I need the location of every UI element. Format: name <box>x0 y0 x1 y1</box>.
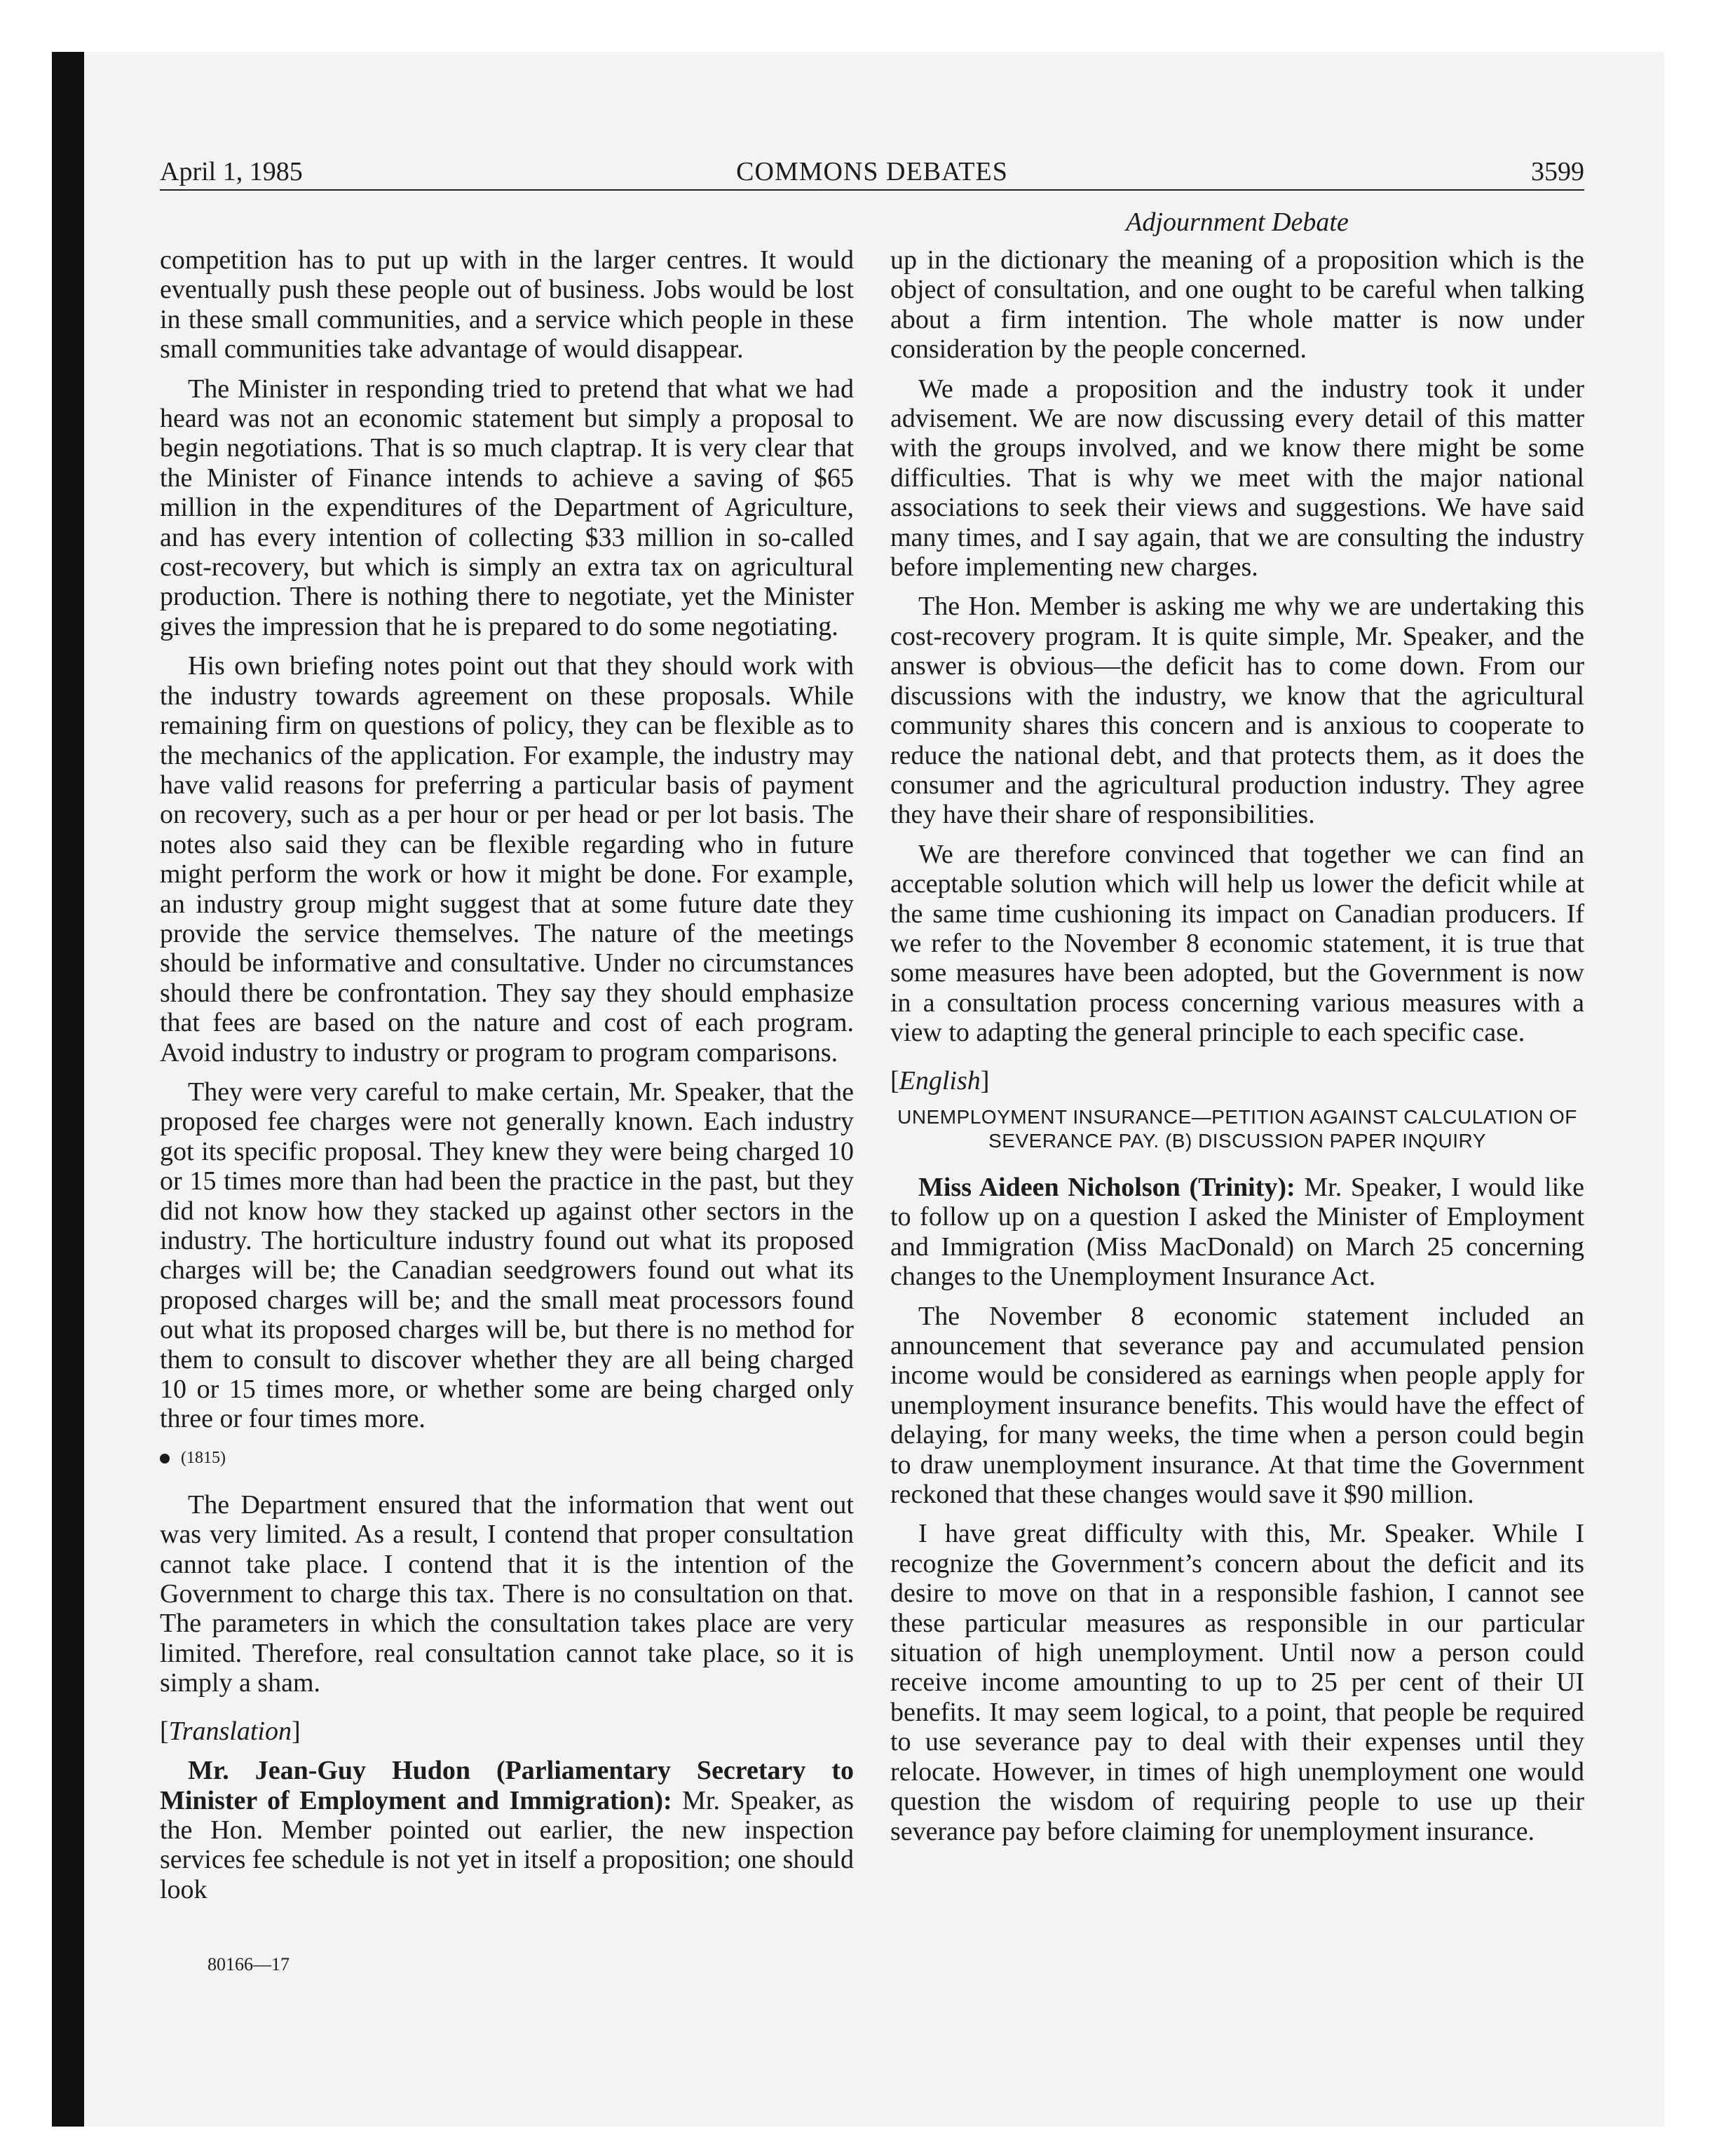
debate-heading: UNEMPLOYMENT INSURANCE—PETITION AGAINST CALCULATION OF SEVERANCE PAY. (B) DISCUSSION PAPER INQUIRY <box>897 1105 1577 1152</box>
header-rule <box>160 189 1584 191</box>
paragraph: The November 8 economic statement included an announcement that severance pay and accumulated pension income would be considered as earnings when people apply for unemployment insurance benefits. This would have the effect of delaying, for many weeks, the time when a person could begin to draw unemployment insurance. At that time the Government reckoned that these changes would save it $90 million. <box>890 1301 1584 1510</box>
paragraph: The Minister in responding tried to pretend that what we had heard was not an economic statement but simply a proposal to begin negotiations. That is so much claptrap. It is very clear that the Minister of Finance intends to achieve a saving of $65 million in the expenditures of the Department of Agriculture, and has every intention of collecting $33 million in so-called cost-recovery, but which is simply an extra tax on agricultural production. There is nothing there to negotiate, yet the Minister gives the impression that he is prepared to do some negotiating. <box>160 374 854 641</box>
speaker-name: Mr. Jean-Guy Hudon (Parliamentary Secretary to Minister of Employment and Immigration): <box>160 1756 854 1815</box>
paragraph: His own briefing notes point out that they should work with the industry towards agreement on these proposals. While remaining firm on questions of policy, they can be flexible as to the mechanics of the application. For example, the industry may have valid reasons for preferring a particular basis of payment on recovery, such as a per hour or per head or per lot basis. The notes also said they can be flexible regarding who in future might perform the work or how it might be done. For example, an industry group might suggest that at some future date they provide the service themselves. The nature of the meetings should be informative and consultative. Under no circumstances should there be confrontation. They say they should emphasize that fees are based on the nature and cost of each program. Avoid industry to industry or program to program comparisons. <box>160 651 854 1067</box>
running-header <box>160 154 1584 189</box>
paragraph: The Department ensured that the information that went out was very limited. As a result, I contend that proper consultation cannot take place. I contend that it is the intention of the Government to charge this tax. There is no consultation on that. The parameters in which the consultation takes place are very limited. Therefore, real consultation cannot take place, so it is simply a sham. <box>160 1489 854 1698</box>
speech-paragraph <box>890 1173 1584 1292</box>
time-marker-label: (1815) <box>181 1448 226 1467</box>
paragraph: I have great difficulty with this, Mr. Speaker. While I recognize the Government’s concern about the deficit and its desire to move on that in a responsible fashion, I cannot see these particular measures as responsible in our particular situation of high unemployment. Until now a person could receive income amounting to up to 25 per cent of their UI benefits. It may seem logical, to a point, that people be required to use severance pay to deal with their expenses until they relocate. However, in times of high unemployment one would question the wisdom of requiring people to use up their severance pay before claiming for unemployment insurance. <box>890 1519 1584 1846</box>
paragraph: The Hon. Member is asking me why we are undertaking this cost-recovery program. It is quite simple, Mr. Speaker, and the answer is obvious—the deficit has to come down. From our discussions with the industry, we know that the agricultural community shares this concern and is anxious to cooperate to reduce the national debt, and that protects them, as it does the consumer and the agricultural production industry. They agree they have their share of responsibilities. <box>890 592 1584 830</box>
language-tag: [Translation] <box>160 1716 301 1746</box>
paragraph: up in the dictionary the meaning of a proposition which is the object of consultation, and one ought to be careful when talking about a firm intention. The whole matter is now under consideration by the people concerned. <box>890 245 1584 364</box>
speaker-name: Miss Aideen Nicholson (Trinity): <box>918 1172 1295 1202</box>
time-marker <box>160 1444 854 1472</box>
paragraph: We are therefore convinced that together we can find an acceptable solution which will help us lower the deficit while at the same time cushioning its impact on Canadian producers. If we refer to the November 8 economic statement, it is true that some measures have been adopted, but the Government is now in a consultation process concerning various measures with a view to adapting the general principle to each specific case. <box>890 839 1584 1048</box>
scan-edge-shadow <box>52 52 84 2127</box>
language-tag: [English] <box>890 1065 990 1096</box>
speech-text: Mr. Speaker, I would like to follow up on a question I asked the Minister of Employment and Immigration (Miss MacDonald) on March 25 concerning changes to the Unemployment Insurance Act. <box>890 1172 1584 1292</box>
paragraph: competition has to put up with in the larger centres. It would eventually push these people out of business. Jobs would be lost in these small communities, and a service which people in these small communities take advantage of would disappear. <box>160 245 854 364</box>
section-title: Adjournment Debate <box>1126 207 1349 237</box>
language-tag-label: Translation <box>168 1716 292 1746</box>
right-column <box>890 245 1584 1856</box>
speech-text: Mr. Speaker, as the Hon. Member pointed out earlier, the new inspection services fee schedule is not yet in itself a proposition; one should look <box>160 1785 854 1904</box>
paragraph: They were very careful to make certain, Mr. Speaker, that the proposed fee charges were not generally known. Each industry got its specific proposal. They knew they were being charged 10 or 15 times more than had been the practice in the past, but they did not know how they stacked up against other sectors in the industry. The horticulture industry found out what its proposed charges will be; the Canadian seedgrowers found out what its proposed charges will be; and the small meat processors found out what its proposed charges will be, but there is no method for them to consult to discover whether they are all being charged 10 or 15 times more, or whether some are being charged only three or four times more. <box>160 1077 854 1434</box>
footer-code: 80166—17 <box>207 1954 290 1974</box>
bullet-icon <box>160 1454 170 1464</box>
language-tag-label: English <box>899 1065 981 1096</box>
paragraph: We made a proposition and the industry took it under advisement. We are now discussing every detail of this matter with the groups involved, and we know there might be some difficulties. That is why we meet with the major national associations to seek their views and suggestions. We have said many times, and I say again, that we are consulting the industry before implementing new charges. <box>890 374 1584 582</box>
speech-paragraph <box>160 1756 854 1904</box>
header-page-number: 3599 <box>1531 157 1584 186</box>
header-date: April 1, 1985 <box>160 157 303 186</box>
left-column <box>160 245 854 1914</box>
header-publication: COMMONS DEBATES <box>736 157 1008 186</box>
